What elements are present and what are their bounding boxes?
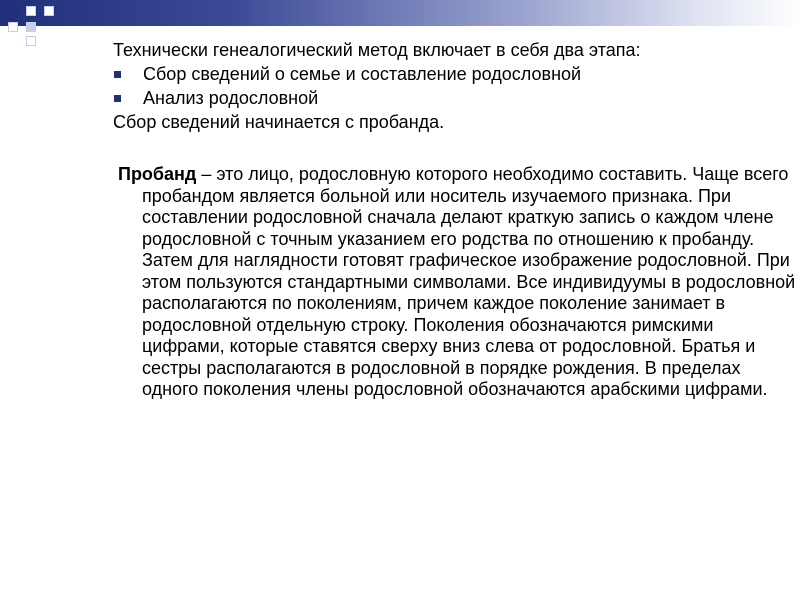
decorative-squares <box>0 0 70 48</box>
list-item-text: Сбор сведений о семье и составление родословной <box>143 64 582 84</box>
header-band <box>0 0 800 26</box>
square-icon <box>26 36 36 46</box>
stage-list <box>113 62 783 110</box>
list-item-text: Анализ родословной <box>143 88 319 108</box>
square-icon <box>26 6 36 16</box>
square-bullet-icon <box>114 95 121 102</box>
start-line: Сбор сведений начинается с пробанда. <box>113 112 445 132</box>
proband-term: Пробанд <box>118 164 197 184</box>
square-icon <box>26 22 36 32</box>
list-item <box>113 62 783 86</box>
square-icon <box>8 22 18 32</box>
proband-text: – это лицо, родословную которого необходимо составить. Чаще всего пробандом является больной или носитель изучаемого признака. При составлении родословной сначала делают краткую запись о каждом члене родословной с точным указанием его родства по отношению к пробанду. Затем для наглядности готовят графическое изображение родословной. При этом пользуются стандартными символами. Все индивидуумы в родословной располагаются по поколениям, причем каждое поколение занимает в родословной отдельную строку. Поколения обозначаются римскими цифрами, которые ставятся сверху вниз слева от родословной. Братья и сестры располагаются в родословной в порядке рождения. В пределах одного поколения члены родословной обозначаются арабскими цифрами. <box>142 164 796 399</box>
square-icon <box>8 6 18 16</box>
intro-text: Технически генеалогический метод включает в себя два этапа: <box>113 40 641 60</box>
square-icon <box>44 6 54 16</box>
proband-definition <box>118 164 797 401</box>
list-item <box>113 86 783 110</box>
slide-content <box>113 38 783 134</box>
square-bullet-icon <box>114 71 121 78</box>
